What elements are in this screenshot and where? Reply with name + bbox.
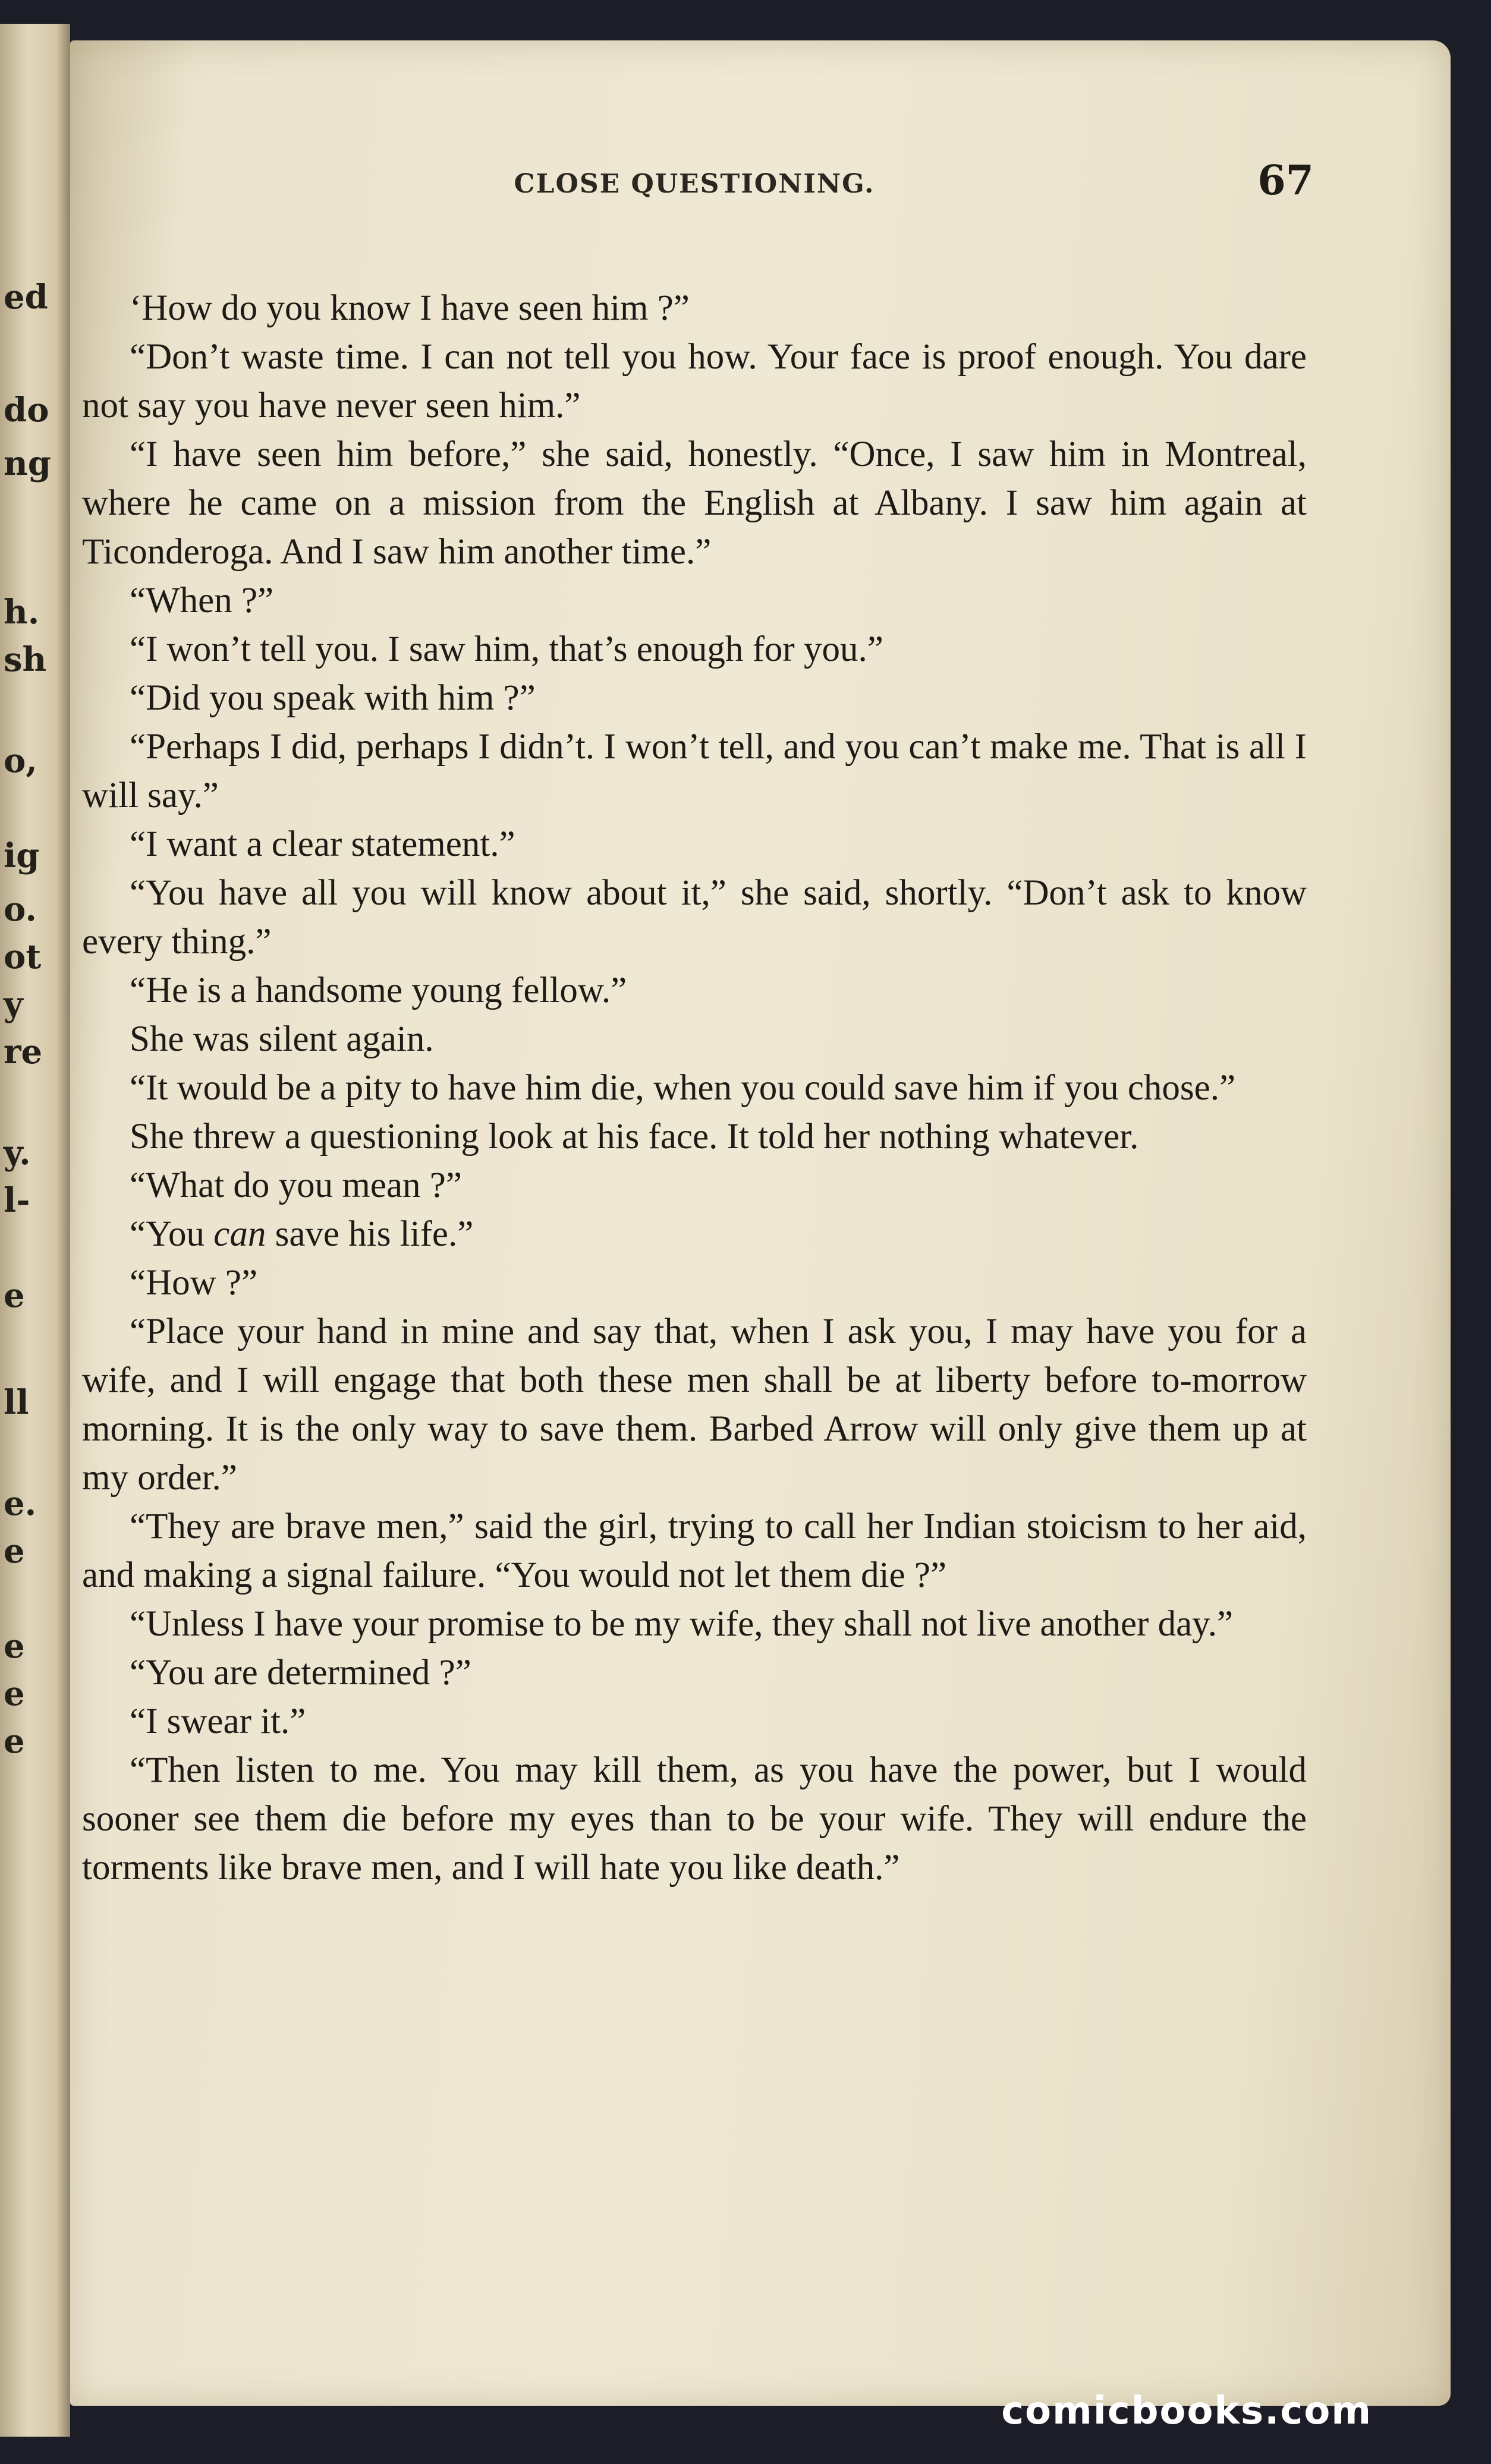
- paragraph: “Perhaps I did, perhaps I didn’t. I won’t tell, and you can’t make me. That is all I will say.”: [82, 727, 1307, 815]
- running-title: CLOSE QUESTIONING.: [514, 169, 875, 199]
- paragraph: “You have all you will know about it,” she said, shortly. “Don’t ask to know every thing.”: [82, 873, 1307, 962]
- left-page-fragment: ed: [4, 278, 48, 317]
- paragraph: “I have seen him before,” she said, honestly. “Once, I saw him in Montreal, where he came on a mission from the English at Albany. I saw him again at Ticonderoga. And I saw him another time.”: [82, 434, 1307, 572]
- paragraph: “What do you mean ?”: [130, 1165, 462, 1205]
- left-page-fragment: e: [4, 1627, 25, 1666]
- left-page-edge: [0, 24, 70, 2437]
- left-page-fragment: ll: [4, 1383, 29, 1422]
- left-page-fragment: ig: [4, 836, 40, 875]
- paragraph: ‘How do you know I have seen him ?”: [130, 288, 690, 328]
- left-page-fragment: o,: [4, 741, 37, 780]
- page-number: 67: [1257, 157, 1314, 204]
- left-page-fragment: e: [4, 1674, 25, 1713]
- emphasis: can: [213, 1214, 266, 1254]
- left-page-fragment: e.: [4, 1484, 37, 1523]
- paragraph: “I won’t tell you. I saw him, that’s enough for you.”: [130, 629, 883, 669]
- left-page-fragment: y.: [4, 1133, 31, 1173]
- paragraph: She threw a questioning look at his face. It told her nothing whatever.: [130, 1117, 1139, 1157]
- left-page-fragment: e: [4, 1532, 25, 1571]
- paragraph: “Then listen to me. You may kill them, as you have the power, but I would sooner see them die before my eyes than to be your wife. They will endure the torments like brave men, and I will hate you like death.”: [82, 1750, 1307, 1888]
- left-page-fragment: e: [4, 1276, 25, 1315]
- left-page-fragment: y: [4, 985, 23, 1024]
- paragraph: “You are determined ?”: [130, 1653, 471, 1693]
- paragraph: She was silent again.: [130, 1019, 434, 1059]
- left-page-fragment: e: [4, 1722, 25, 1761]
- left-page-fragment: o.: [4, 890, 37, 929]
- page-content: [82, 40, 1314, 2406]
- paragraph-text: save his life.”: [266, 1214, 474, 1254]
- paragraph: “They are brave men,” said the girl, trying to call her Indian stoicism to her aid, and making a signal failure. “You would not let them die ?”: [82, 1507, 1307, 1595]
- book-page: [70, 40, 1451, 2406]
- left-page-fragment: ot: [4, 937, 42, 976]
- paragraph: “How ?”: [130, 1263, 258, 1303]
- paragraph-text: “You: [130, 1214, 214, 1254]
- watermark: comicbooks.com: [1001, 2389, 1372, 2433]
- left-page-fragment: l-: [4, 1181, 30, 1220]
- body-text: [82, 284, 1307, 1892]
- paragraph: [82, 1210, 1307, 1259]
- paragraph: “Place your hand in mine and say that, when I ask you, I may have you for a wife, and I will engage that both these men shall be at liberty before to-morrow morning. It is the only way to save them. Barbed Arrow will only give them up at my order.”: [82, 1312, 1307, 1498]
- paragraph: “Don’t waste time. I can not tell you how. Your face is proof enough. You dare not say you have never seen him.”: [82, 337, 1307, 426]
- left-page-fragment: re: [4, 1032, 43, 1072]
- left-page-fragment: sh: [4, 640, 47, 679]
- left-page-fragment: h.: [4, 593, 40, 632]
- paragraph: “When ?”: [130, 581, 274, 620]
- left-page-fragment: ng: [4, 444, 51, 483]
- left-page-fragment: do: [4, 390, 49, 430]
- paragraph: “It would be a pity to have him die, when you could save him if you chose.”: [130, 1068, 1236, 1108]
- paragraph: “I swear it.”: [130, 1702, 306, 1741]
- paragraph: “I want a clear statement.”: [130, 824, 515, 864]
- paragraph: “He is a handsome young fellow.”: [130, 971, 627, 1010]
- paragraph: “Unless I have your promise to be my wife, they shall not live another day.”: [130, 1604, 1234, 1644]
- paragraph: “Did you speak with him ?”: [130, 678, 536, 718]
